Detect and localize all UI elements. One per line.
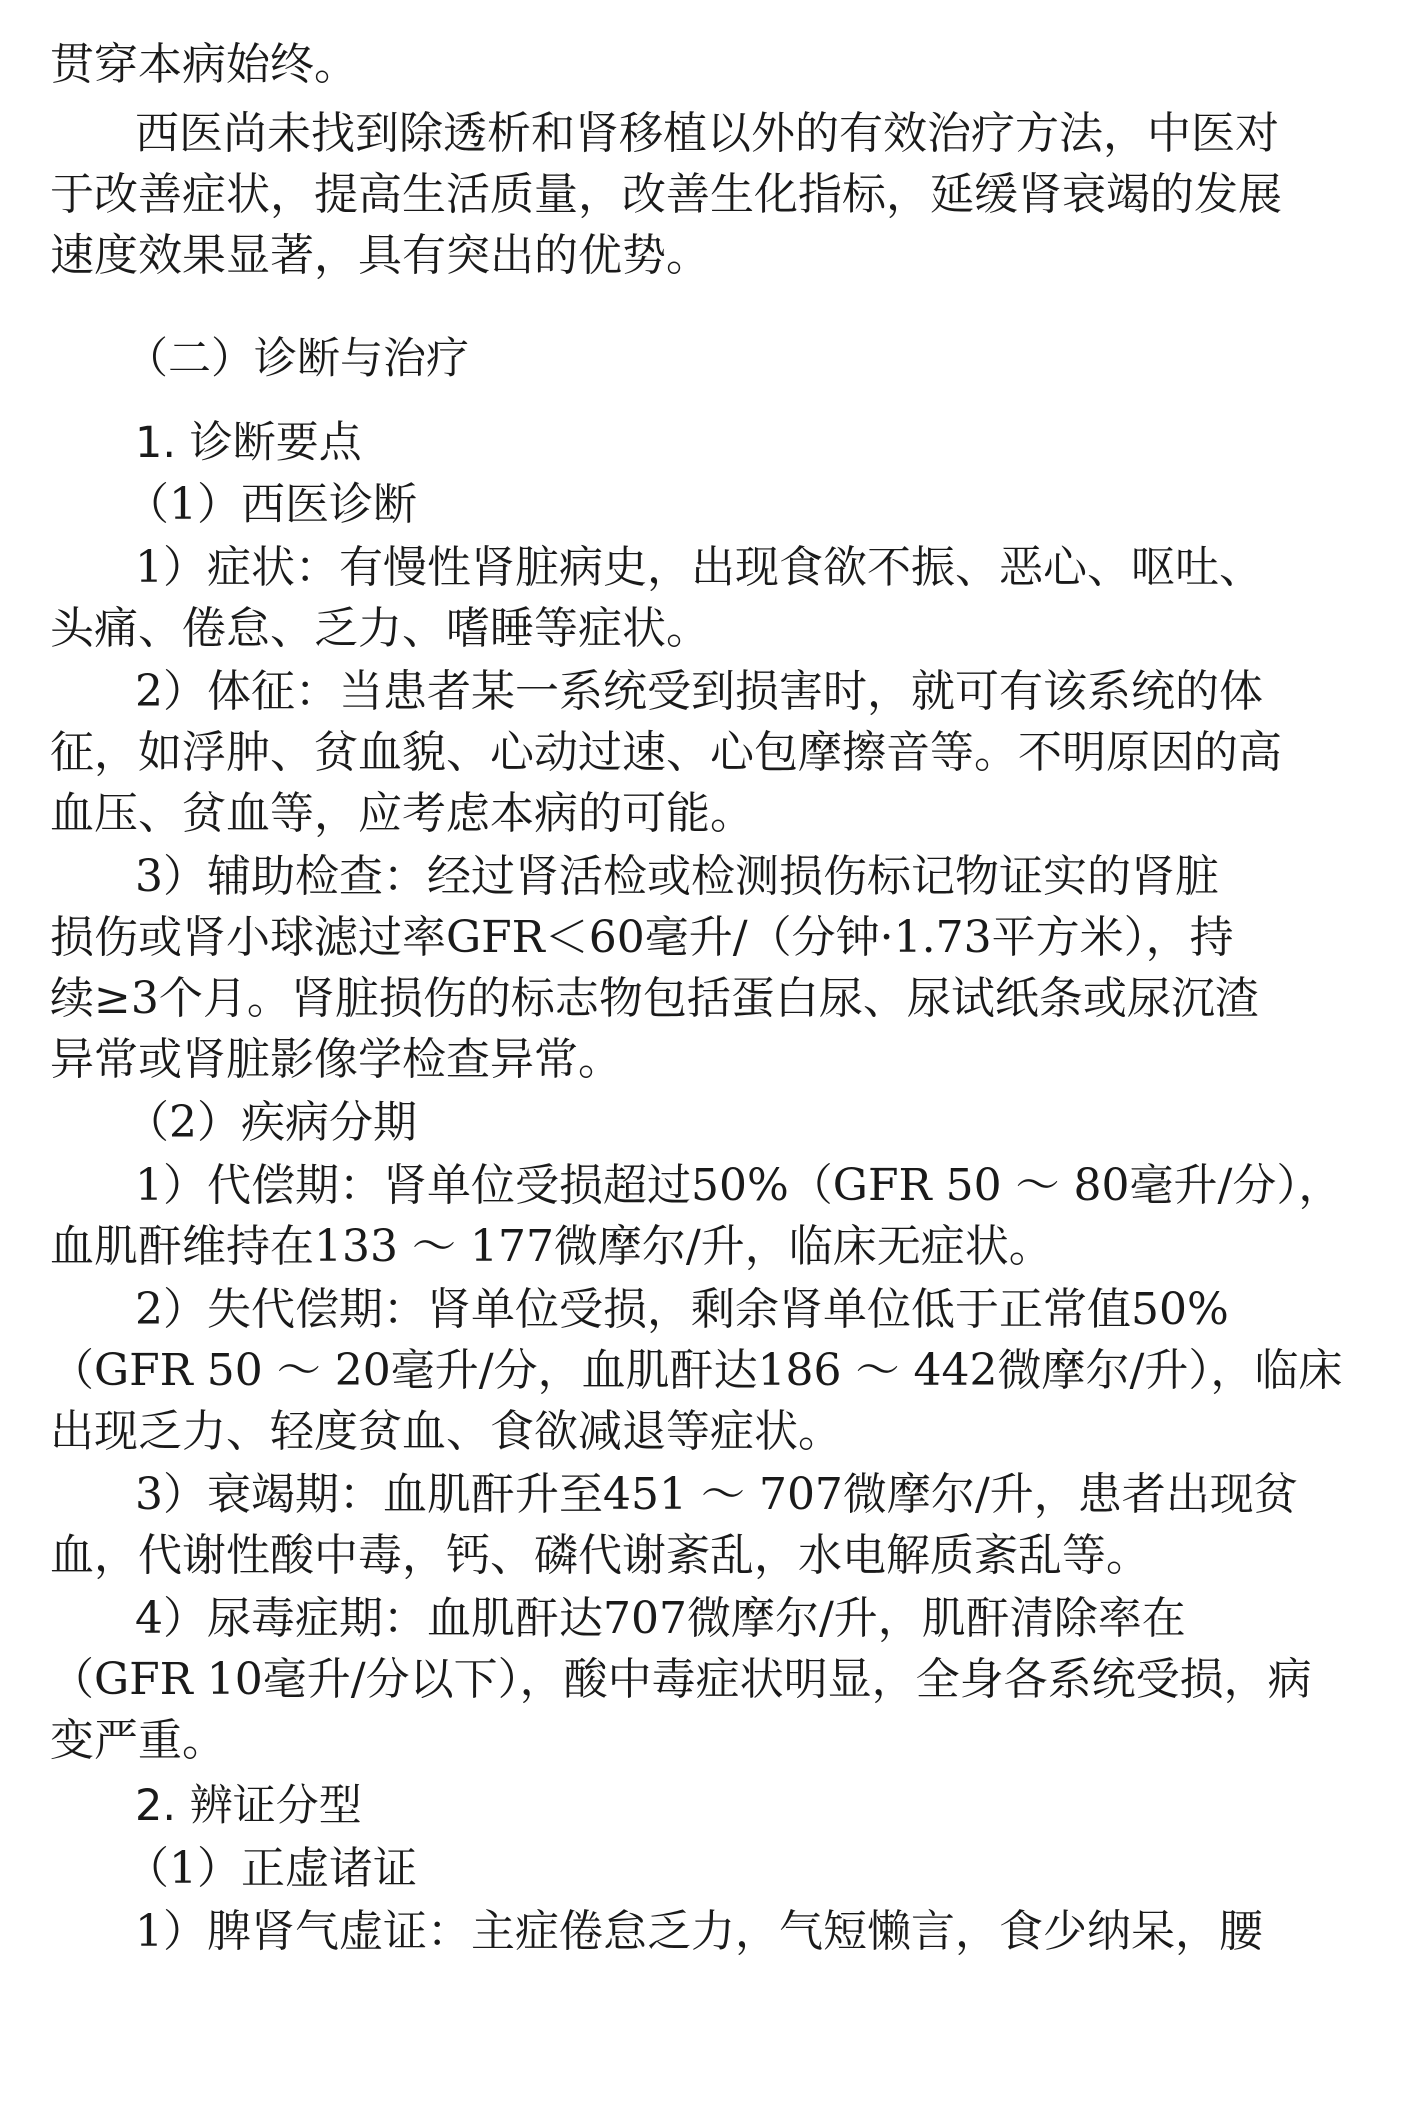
body-text-line: 异常或肾脏影像学检查异常。: [50, 1034, 622, 1085]
body-text-line: （GFR 50 ～ 20毫升/分，血肌酐达186 ～ 442微摩尔/升），临床: [50, 1345, 1343, 1396]
paragraph-first-line: 西医尚未找到除透析和肾移植以外的有效治疗方法，中医对: [135, 108, 1279, 159]
subsection-heading: 1. 诊断要点: [135, 418, 362, 468]
body-text-line: 速度效果显著，具有突出的优势。: [50, 230, 710, 281]
body-text-line: 变严重。: [50, 1715, 226, 1766]
body-text-line: 续≥3个月。肾脏损伤的标志物包括蛋白尿、尿试纸条或尿沉渣: [50, 973, 1259, 1024]
body-text-line: 于改善症状，提高生活质量，改善生化指标，延缓肾衰竭的发展: [50, 169, 1282, 220]
body-text-line: （GFR 10毫升/分以下），酸中毒症状明显，全身各系统受损，病: [50, 1654, 1312, 1705]
section-heading: （二）诊断与治疗: [125, 334, 469, 384]
paragraph-first-line: 3）辅助检查：经过肾活检或检测损伤标记物证实的肾脏: [135, 851, 1219, 902]
body-text-line: 血肌酐维持在133 ～ 177微摩尔/升，临床无症状。: [50, 1221, 1053, 1272]
body-text-line: 血压、贫血等，应考虑本病的可能。: [50, 788, 754, 839]
body-text-line: 血，代谢性酸中毒，钙、磷代谢紊乱，水电解质紊乱等。: [50, 1530, 1150, 1581]
body-text-line: 征，如浮肿、贫血貌、心动过速、心包摩擦音等。不明原因的高: [50, 727, 1282, 778]
subsection-heading: 2. 辨证分型: [135, 1781, 362, 1831]
paragraph-first-line: 3）衰竭期：血肌酐升至451 ～ 707微摩尔/升，患者出现贫: [135, 1469, 1298, 1520]
body-text-line: 贯穿本病始终。: [50, 39, 358, 90]
paragraph-first-line: 1）脾肾气虚证：主症倦怠乏力，气短懒言，食少纳呆，腰: [135, 1906, 1263, 1957]
paragraph-first-line: 1）症状：有慢性肾脏病史，出现食欲不振、恶心、呕吐、: [135, 542, 1263, 593]
paragraph-first-line: 4）尿毒症期：血肌酐达707微摩尔/升，肌酐清除率在: [135, 1593, 1186, 1644]
body-text-line: 损伤或肾小球滤过率GFR＜60毫升/（分钟·1.73平方米），持: [50, 912, 1234, 963]
paragraph-first-line: 2）失代偿期：肾单位受损，剩余肾单位低于正常值50%: [135, 1284, 1229, 1335]
paragraph-first-line: 2）体征：当患者某一系统受到损害时，就可有该系统的体: [135, 666, 1263, 717]
item-heading: （2）疾病分期: [125, 1097, 417, 1148]
item-heading: （1）正虚诸证: [125, 1843, 417, 1894]
paragraph-first-line: 1）代偿期：肾单位受损超过50%（GFR 50 ～ 80毫升/分），: [135, 1160, 1343, 1211]
body-text-line: 出现乏力、轻度贫血、食欲减退等症状。: [50, 1406, 842, 1457]
body-text-line: 头痛、倦怠、乏力、嗜睡等症状。: [50, 603, 710, 654]
item-heading: （1）西医诊断: [125, 479, 417, 530]
